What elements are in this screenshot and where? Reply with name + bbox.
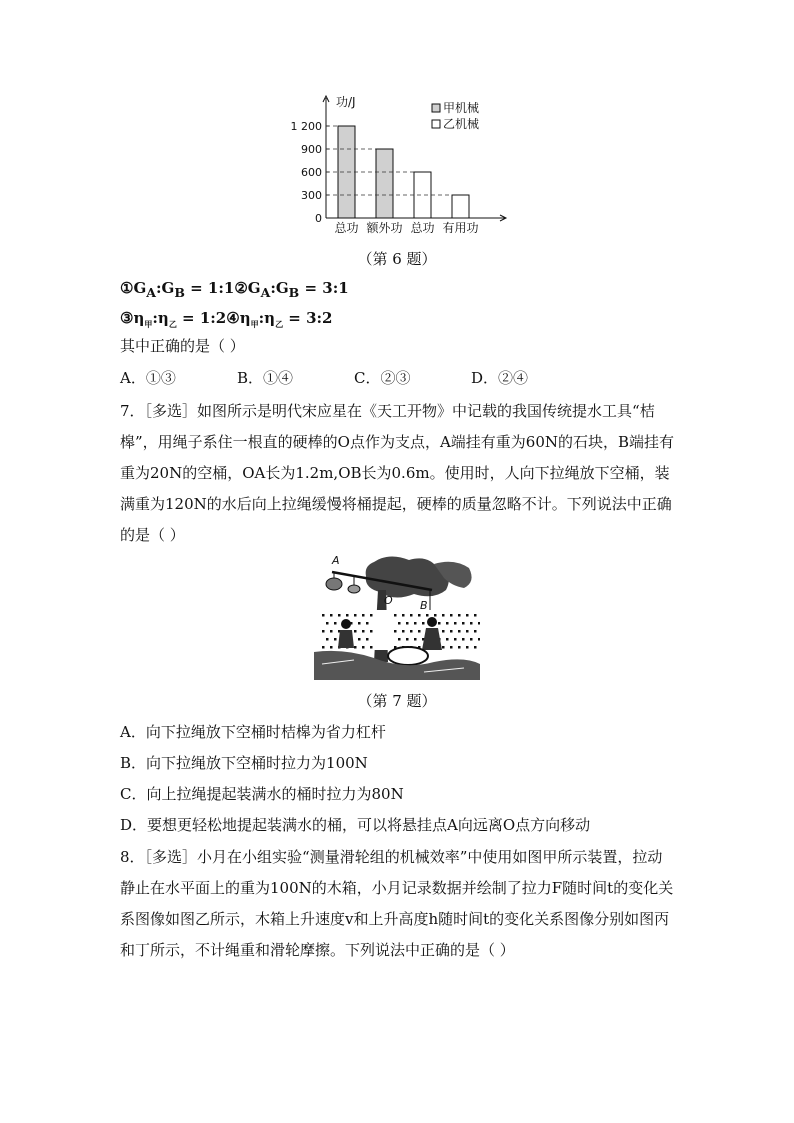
legend-label: 甲机械 — [443, 101, 480, 115]
y-tick-label: 600 — [301, 166, 322, 179]
q6-question: 其中正确的是（ ） — [120, 337, 245, 355]
q6-option-a[interactable]: A．①③ — [120, 369, 176, 387]
statement-2: $②G_A:G_B$ = 3:1 — [234, 279, 349, 300]
figure-7-caption: （第 7 题） — [357, 692, 437, 710]
bar — [376, 149, 393, 218]
bar — [452, 195, 469, 218]
x-tick-label: 额外功 — [366, 221, 403, 235]
q6-options — [120, 368, 528, 388]
x-tick-label: 总功 — [410, 221, 435, 235]
legend-label: 乙机械 — [443, 117, 480, 131]
legend-swatch — [432, 104, 440, 112]
y-tick-label: 300 — [301, 189, 322, 202]
figure-6-caption: （第 6 题） — [357, 250, 437, 268]
statement-1: $①G_A:G_B$ = 1:1 — [120, 279, 235, 300]
q8-stem: 8．［多选］小月在小组实验“测量滑轮组的机械效率”中使用如图甲所示装置，拉动静止在水平面上的重为100N的木箱，小月记录数据并绘制了拉力F随时间t的变化关系图像如图乙所示，木箱上升速度v和上升高度h随时间t的变化关系图像分别如图丙和丁所示，不计绳重和滑轮摩擦。下列说法中正确的是（ ） — [120, 848, 674, 959]
q6-statements-row2 — [120, 308, 333, 334]
x-tick-label: 有用功 — [442, 221, 479, 235]
q6-option-b[interactable]: B．①④ — [237, 369, 294, 387]
q6-statements-row1 — [120, 278, 349, 303]
label-b: B — [420, 599, 428, 612]
y-tick-label: 1 200 — [290, 120, 322, 133]
q7-option-d[interactable]: D．要想更轻松地提起装满水的桶，可以将悬挂点A向远离O点方向移动 — [120, 816, 591, 834]
y-axis-label: 功/J — [336, 95, 356, 109]
label-a: A — [332, 554, 340, 567]
q6-option-c[interactable]: C．②③ — [354, 369, 411, 387]
x-tick-label: 总功 — [334, 221, 359, 235]
q7-stem: 7．［多选］如图所示是明代宋应星在《天工开物》中记载的我国传统提水工具“桔槔”，用绳子系住一根直的硬棒的O点作为支点，A端挂有重为60N的石块，B端挂有重为20N的空桶，OA长为1.2m,OB长为0.6m。使用时，人向下拉绳放下空桶，装满重为120N的水后向上拉绳缓慢将桶提起，硬棒的质量忽略不计。下列说法中正确的是（ ） — [120, 402, 675, 544]
q7-option-a[interactable]: A．向下拉绳放下空桶时桔槔为省力杠杆 — [120, 723, 386, 741]
statement-4: $④\eta_甲:\eta_乙$ = 3:2 — [226, 309, 333, 329]
q7-option-c[interactable]: C．向上拉绳提起装满水的桶时拉力为80N — [120, 785, 404, 803]
q7-option-b[interactable]: B．向下拉绳放下空桶时拉力为100N — [120, 754, 368, 772]
work-bar-chart — [280, 92, 520, 242]
y-tick-label: 900 — [301, 143, 322, 156]
y-tick-label: 0 — [315, 212, 322, 225]
statement-3: $③\eta_甲:\eta_乙$ = 1:2 — [120, 309, 227, 329]
label-o: O — [384, 594, 393, 607]
bar — [414, 172, 431, 218]
jiegao-illustration — [314, 552, 480, 680]
q6-option-d[interactable]: D．②④ — [471, 369, 529, 387]
legend-swatch — [432, 120, 440, 128]
